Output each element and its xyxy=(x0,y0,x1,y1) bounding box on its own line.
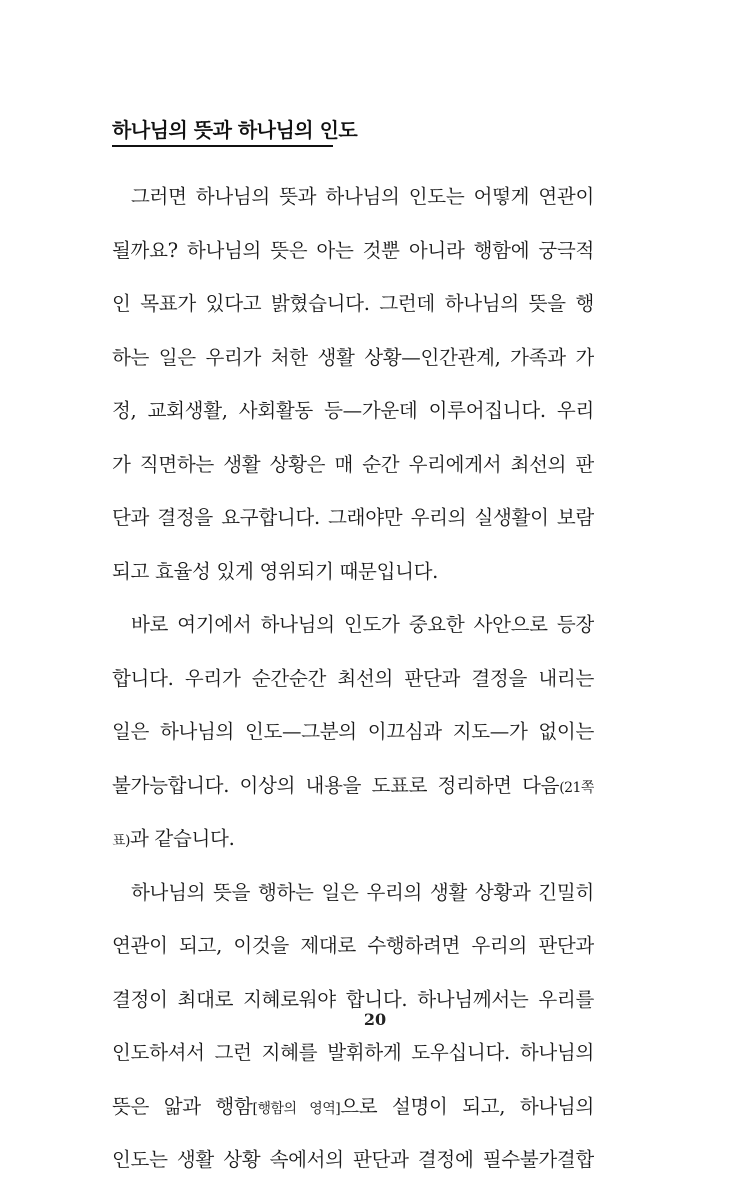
paragraph-2-line-5-text: 과 같습니다. xyxy=(130,827,235,850)
paragraph-2-line-2: 합니다. 우리가 순간순간 최선의 판단과 결정을 내리는 xyxy=(112,666,594,690)
paragraph-1-line-4: 하는 일은 우리가 처한 생활 상황—인간관계, 가족과 가 xyxy=(112,345,594,369)
paragraph-1-line-5: 정, 교회생활, 사회활동 등—가운데 이루어집니다. 우리 xyxy=(112,399,594,422)
figure-reference-note: (21쪽 xyxy=(559,779,594,796)
paragraph-2-line-3: 일은 하나님의 인도—그분의 이끄심과 지도—가 없이는 xyxy=(112,720,594,743)
paragraph-1-line-1: 그러면 하나님의 뜻과 하나님의 인도는 어떻게 연관이 xyxy=(131,185,594,208)
paragraph-1-line-8: 되고 효율성 있게 영위되기 때문입니다. xyxy=(112,559,439,583)
paragraph-1-line-3: 인 목표가 있다고 밝혔습니다. 그런데 하나님의 뜻을 행 xyxy=(112,292,594,315)
paragraph-3-line-5-text: 뜻은 앎과 행함 xyxy=(112,1094,253,1118)
paragraph-3-line-1: 하나님의 뜻을 행하는 일은 우리의 생활 상황과 긴밀히 xyxy=(131,880,594,904)
paragraph-3-line-2: 연관이 되고, 이것을 제대로 수행하려면 우리의 판단과 xyxy=(112,934,594,957)
paragraph-1-line-7: 단과 결정을 요구합니다. 그래야만 우리의 실생활이 보람 xyxy=(112,506,594,529)
section-title: 하나님의 뜻과 하나님의 인도 xyxy=(112,118,358,142)
inline-bracket-note: [행함의 영역] xyxy=(252,1100,341,1117)
figure-reference-note-continued: 표) xyxy=(112,833,130,849)
paragraph-3-line-4: 인도하셔서 그런 지혜를 발휘하게 도우십니다. 하나님의 xyxy=(112,1041,594,1064)
paragraph-3-line-3: 결정이 최대로 지혜로워야 합니다. 하나님께서는 우리를 xyxy=(112,987,594,1011)
paragraph-2-line-4 xyxy=(112,759,594,813)
body-text xyxy=(112,170,594,1187)
paragraph-2-line-1: 바로 여기에서 하나님의 인도가 중요한 사안으로 등장 xyxy=(131,613,594,636)
paragraph-1-line-2: 될까요? 하나님의 뜻은 아는 것뿐 아니라 행함에 궁극적 xyxy=(112,238,594,262)
paragraph-1-line-6: 가 직면하는 생활 상황은 매 순간 우리에게서 최선의 판 xyxy=(112,452,594,476)
page-number: 20 xyxy=(363,1010,387,1029)
paragraph-2-line-4-text: 불가능합니다. 이상의 내용을 도표로 정리하면 다음 xyxy=(112,773,560,797)
title-underline xyxy=(112,145,333,147)
paragraph-3-line-6: 인도는 생활 상황 속에서의 판단과 결정에 필수불가결합 xyxy=(112,1148,594,1171)
paragraph-2-line-5 xyxy=(112,812,594,866)
paragraph-3-line-5-tail: 으로 설명이 되고, 하나님의 xyxy=(340,1094,594,1118)
paragraph-3-line-5 xyxy=(112,1080,594,1134)
